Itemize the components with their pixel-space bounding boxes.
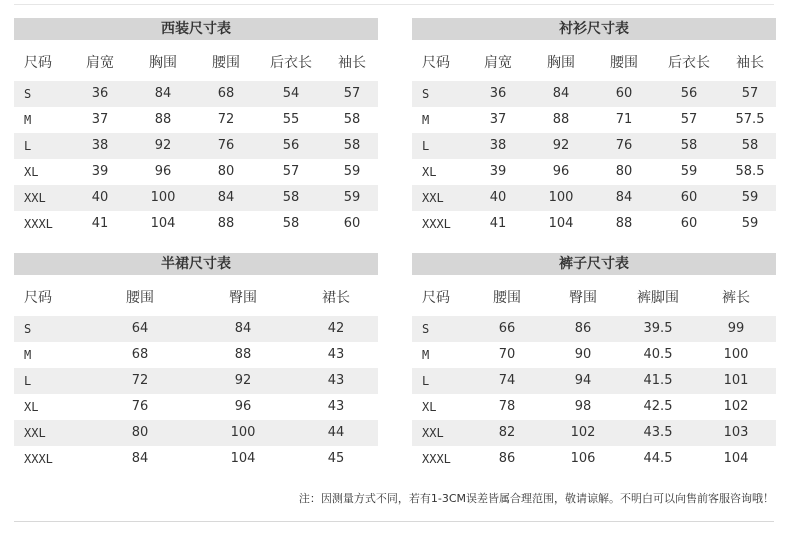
column-header: 臀围 <box>229 290 257 306</box>
measurement-cell: 57 <box>282 164 300 179</box>
measurement-cell: 71 <box>615 112 633 127</box>
measurement-cell: 38 <box>468 133 528 159</box>
measurement-cell: 42.5 <box>643 399 673 414</box>
measurement-cell: 68 <box>196 81 256 107</box>
measurement-cell: 58 <box>282 216 300 231</box>
column-header: 腰围 <box>212 55 240 71</box>
skirt-size-chart <box>14 253 378 472</box>
measurement-cell: 59 <box>724 185 776 211</box>
suit-chart-title: 西装尺寸表 <box>14 18 378 40</box>
measurement-cell: 86 <box>546 316 620 342</box>
measurement-cell: 39 <box>489 164 507 179</box>
column-header: 后衣长 <box>668 55 710 71</box>
measurement-cell: 94 <box>546 368 620 394</box>
column-header: 裙长 <box>322 290 350 306</box>
size-label-cell: XXXL <box>422 452 451 466</box>
measurement-cell: 100 <box>130 185 196 211</box>
measurement-cell: 58 <box>343 112 361 127</box>
measurement-cell: 57.5 <box>735 112 765 127</box>
suit-size-table <box>14 45 378 237</box>
measurement-cell: 104 <box>230 451 256 466</box>
top-divider <box>14 4 774 5</box>
size-label-cell: XXL <box>412 185 468 211</box>
measurement-cell: 44 <box>294 420 378 446</box>
measurement-cell: 58 <box>326 133 378 159</box>
measurement-cell: 84 <box>196 185 256 211</box>
size-label-cell: L <box>14 368 88 394</box>
measurement-cell: 101 <box>696 368 776 394</box>
pants-chart-title: 裤子尺寸表 <box>412 253 776 275</box>
measurement-cell: 58 <box>654 133 724 159</box>
measurement-cell: 59 <box>326 185 378 211</box>
measurement-cell: 59 <box>741 216 759 231</box>
column-header: 裤长 <box>722 290 750 306</box>
size-label-cell: XL <box>24 400 39 414</box>
measurement-cell: 58 <box>724 133 776 159</box>
size-label-cell: M <box>422 113 430 127</box>
measurement-cell: 42 <box>294 316 378 342</box>
column-header: 腰围 <box>610 55 638 71</box>
measurement-cell: 100 <box>723 347 749 362</box>
measurement-cell: 59 <box>680 164 698 179</box>
measurement-cell: 66 <box>468 316 546 342</box>
measurement-cell: 60 <box>654 185 724 211</box>
measurement-cell: 68 <box>131 347 149 362</box>
measurement-cell: 88 <box>154 112 172 127</box>
measurement-cell: 39 <box>91 164 109 179</box>
size-label-cell: XXL <box>14 420 88 446</box>
measurement-cell: 84 <box>192 316 294 342</box>
size-label-cell: S <box>412 316 468 342</box>
measurement-cell: 60 <box>680 216 698 231</box>
measurement-cell: 44.5 <box>643 451 673 466</box>
measurement-cell: 64 <box>88 316 192 342</box>
measurement-cell: 96 <box>154 164 172 179</box>
measurement-cell: 98 <box>574 399 592 414</box>
column-header: 裤脚围 <box>637 290 679 306</box>
measurement-cell: 58 <box>256 185 326 211</box>
measurement-cell: 102 <box>546 420 620 446</box>
measurement-cell: 104 <box>150 216 176 231</box>
measurement-cell: 106 <box>570 451 596 466</box>
measurement-cell: 36 <box>468 81 528 107</box>
size-label-cell: M <box>24 348 32 362</box>
measurement-cell: 57 <box>680 112 698 127</box>
measurement-cell: 41 <box>91 216 109 231</box>
measurement-cell: 60 <box>594 81 654 107</box>
measurement-cell: 96 <box>234 399 252 414</box>
shirt-size-chart <box>412 18 776 237</box>
measurement-cell: 88 <box>615 216 633 231</box>
column-header: 尺码 <box>24 55 52 71</box>
suit-size-chart <box>14 18 378 237</box>
column-header: 胸围 <box>149 55 177 71</box>
measurement-cell: 78 <box>498 399 516 414</box>
measurement-cell: 76 <box>131 399 149 414</box>
measurement-cell: 96 <box>552 164 570 179</box>
column-header: 袖长 <box>338 55 366 71</box>
measurement-cell: 84 <box>131 451 149 466</box>
column-header: 胸围 <box>547 55 575 71</box>
measurement-cell: 80 <box>615 164 633 179</box>
size-label-cell: XXXL <box>422 217 451 231</box>
measurement-cell: 54 <box>256 81 326 107</box>
measurement-cell: 36 <box>70 81 130 107</box>
measurement-cell: 43 <box>327 399 345 414</box>
measurement-cell: 92 <box>192 368 294 394</box>
measurement-cell: 76 <box>196 133 256 159</box>
measurement-cell: 37 <box>91 112 109 127</box>
measurement-cell: 40 <box>468 185 528 211</box>
measurement-cell: 38 <box>70 133 130 159</box>
measurement-cell: 92 <box>130 133 196 159</box>
size-label-cell: XL <box>422 400 437 414</box>
measurement-cell: 84 <box>130 81 196 107</box>
column-header: 尺码 <box>24 290 52 306</box>
measurement-cell: 40.5 <box>643 347 673 362</box>
measurement-cell: 103 <box>696 420 776 446</box>
column-header: 肩宽 <box>484 55 512 71</box>
size-label-cell: XXXL <box>24 452 53 466</box>
skirt-chart-title: 半裙尺寸表 <box>14 253 378 275</box>
measurement-cell: 60 <box>343 216 361 231</box>
bottom-divider <box>14 521 774 522</box>
size-label-cell: XL <box>24 165 39 179</box>
size-label-cell: L <box>14 133 70 159</box>
size-label-cell: XXL <box>14 185 70 211</box>
size-label-cell: L <box>412 133 468 159</box>
measurement-cell: 41 <box>489 216 507 231</box>
measurement-cell: 80 <box>217 164 235 179</box>
shirt-chart-title: 衬衫尺寸表 <box>412 18 776 40</box>
size-label-cell: M <box>24 113 32 127</box>
measurement-cell: 72 <box>217 112 235 127</box>
measurement-cell: 39.5 <box>620 316 696 342</box>
measurement-cell: 43 <box>327 347 345 362</box>
measurement-cell: 57 <box>724 81 776 107</box>
size-label-cell: S <box>14 316 88 342</box>
measurement-cell: 70 <box>498 347 516 362</box>
measurement-cell: 55 <box>282 112 300 127</box>
measurement-cell: 99 <box>696 316 776 342</box>
size-label-cell: M <box>422 348 430 362</box>
measurement-cell: 57 <box>326 81 378 107</box>
measurement-cell: 72 <box>88 368 192 394</box>
measurement-cell: 82 <box>468 420 546 446</box>
measurement-cell: 92 <box>528 133 594 159</box>
measurement-cell: 88 <box>217 216 235 231</box>
size-label-cell: XXL <box>412 420 468 446</box>
shirt-size-table <box>412 45 776 237</box>
measurement-cell: 59 <box>343 164 361 179</box>
column-header: 尺码 <box>422 55 450 71</box>
column-header: 腰围 <box>493 290 521 306</box>
measurement-cell: 104 <box>548 216 574 231</box>
measurement-cell: 74 <box>468 368 546 394</box>
column-header: 臀围 <box>569 290 597 306</box>
measurement-cell: 86 <box>498 451 516 466</box>
measurement-cell: 84 <box>528 81 594 107</box>
pants-size-table <box>412 280 776 472</box>
size-label-cell: XL <box>422 165 437 179</box>
column-header: 尺码 <box>422 290 450 306</box>
column-header: 肩宽 <box>86 55 114 71</box>
measurement-cell: 80 <box>88 420 192 446</box>
measurement-cell: 37 <box>489 112 507 127</box>
measurement-cell: 88 <box>234 347 252 362</box>
column-header: 腰围 <box>126 290 154 306</box>
measurement-note: 注：因测量方式不同，若有1-3CM误差皆属合理范围，敬请谅解。不明白可以向售前客服咨询哦！ <box>298 492 774 505</box>
measurement-cell: 88 <box>552 112 570 127</box>
measurement-cell: 102 <box>723 399 749 414</box>
size-label-cell: S <box>412 81 468 107</box>
size-label-cell: S <box>14 81 70 107</box>
measurement-cell: 45 <box>327 451 345 466</box>
measurement-cell: 56 <box>654 81 724 107</box>
measurement-cell: 90 <box>574 347 592 362</box>
column-header: 袖长 <box>736 55 764 71</box>
column-header: 后衣长 <box>270 55 312 71</box>
measurement-cell: 41.5 <box>620 368 696 394</box>
skirt-size-table <box>14 280 378 472</box>
measurement-cell: 43 <box>294 368 378 394</box>
measurement-cell: 84 <box>594 185 654 211</box>
measurement-cell: 104 <box>723 451 749 466</box>
size-label-cell: XXXL <box>24 217 53 231</box>
pants-size-chart <box>412 253 776 472</box>
measurement-cell: 100 <box>528 185 594 211</box>
measurement-cell: 76 <box>594 133 654 159</box>
measurement-cell: 56 <box>256 133 326 159</box>
measurement-cell: 100 <box>192 420 294 446</box>
size-label-cell: L <box>412 368 468 394</box>
measurement-cell: 43.5 <box>620 420 696 446</box>
measurement-cell: 40 <box>70 185 130 211</box>
measurement-cell: 58.5 <box>735 164 765 179</box>
